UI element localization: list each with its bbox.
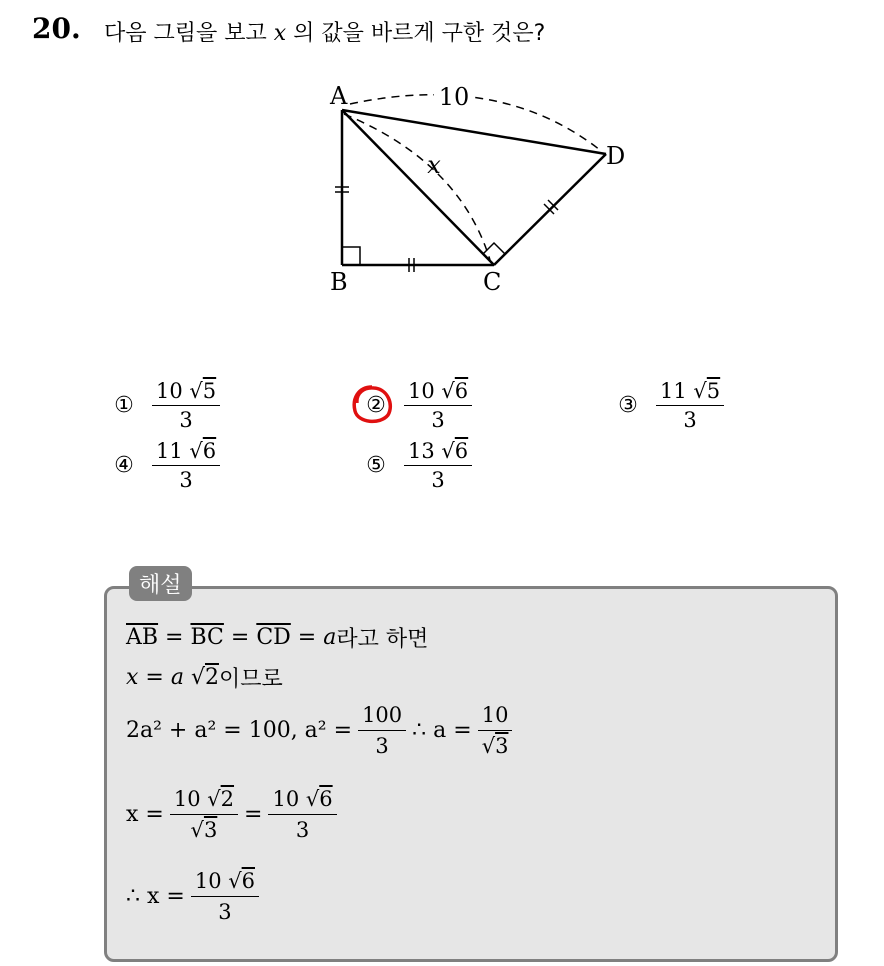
solution-line-4: x = $\frac{10 √2}{√3}$ = 10 √6 3 — [126, 784, 343, 845]
right-angle-c — [483, 243, 505, 265]
label-b: B — [330, 268, 348, 296]
solution-line-5: ∴ x = $\frac{10 √6}{3}$ — [126, 866, 265, 927]
choice-5[interactable] — [356, 430, 472, 500]
choice-fraction: $\frac{13 √6}{3}$ — [404, 437, 472, 494]
choice-number: ⑤ — [366, 452, 386, 478]
right-angle-b — [342, 247, 360, 265]
segment-ad — [342, 110, 606, 154]
selected-circle-mark — [350, 383, 394, 427]
choice-fraction: $\frac{10 √5}{3}$ — [152, 377, 220, 434]
label-x: x — [427, 151, 441, 179]
choice-fraction: $\frac{10 √6}{3}$ — [404, 377, 472, 434]
solution-line-1: $\overline{AB}$ = $\overline{BC}$ = $\overline{CD}$ = a 라고 하면 — [126, 625, 429, 652]
choice-fraction: $\frac{11 √6}{3}$ — [152, 437, 220, 494]
label-c: C — [483, 268, 502, 296]
label-a: A — [330, 82, 348, 110]
choice-fraction: $\frac{11 √5}{3}$ — [656, 377, 724, 434]
choice-number: ① — [114, 392, 134, 418]
solution-tag: 해설 — [129, 566, 192, 601]
solution-line-3: 2a² + a² = 100, a² = $\frac{100}{3}$ ∴ a = $\frac{10}{√3}$ — [126, 700, 518, 761]
choice-number: ③ — [618, 392, 638, 418]
choice-number: ② — [356, 393, 396, 418]
choice-number: ④ — [114, 452, 134, 478]
question-text: 다음 그림을 보고 x 의 값을 바르게 구한 것은? — [104, 21, 546, 46]
question-number: 20. — [32, 12, 81, 45]
solution-line-2: x = a √ 2 이므로 — [126, 665, 283, 692]
arc-ad — [350, 95, 600, 150]
geometry-figure — [300, 72, 660, 302]
label-10: 10 — [438, 83, 470, 111]
label-d: D — [606, 142, 626, 170]
choice-4[interactable] — [104, 430, 220, 500]
segment-ac — [342, 110, 494, 265]
choice-3[interactable] — [608, 370, 724, 440]
